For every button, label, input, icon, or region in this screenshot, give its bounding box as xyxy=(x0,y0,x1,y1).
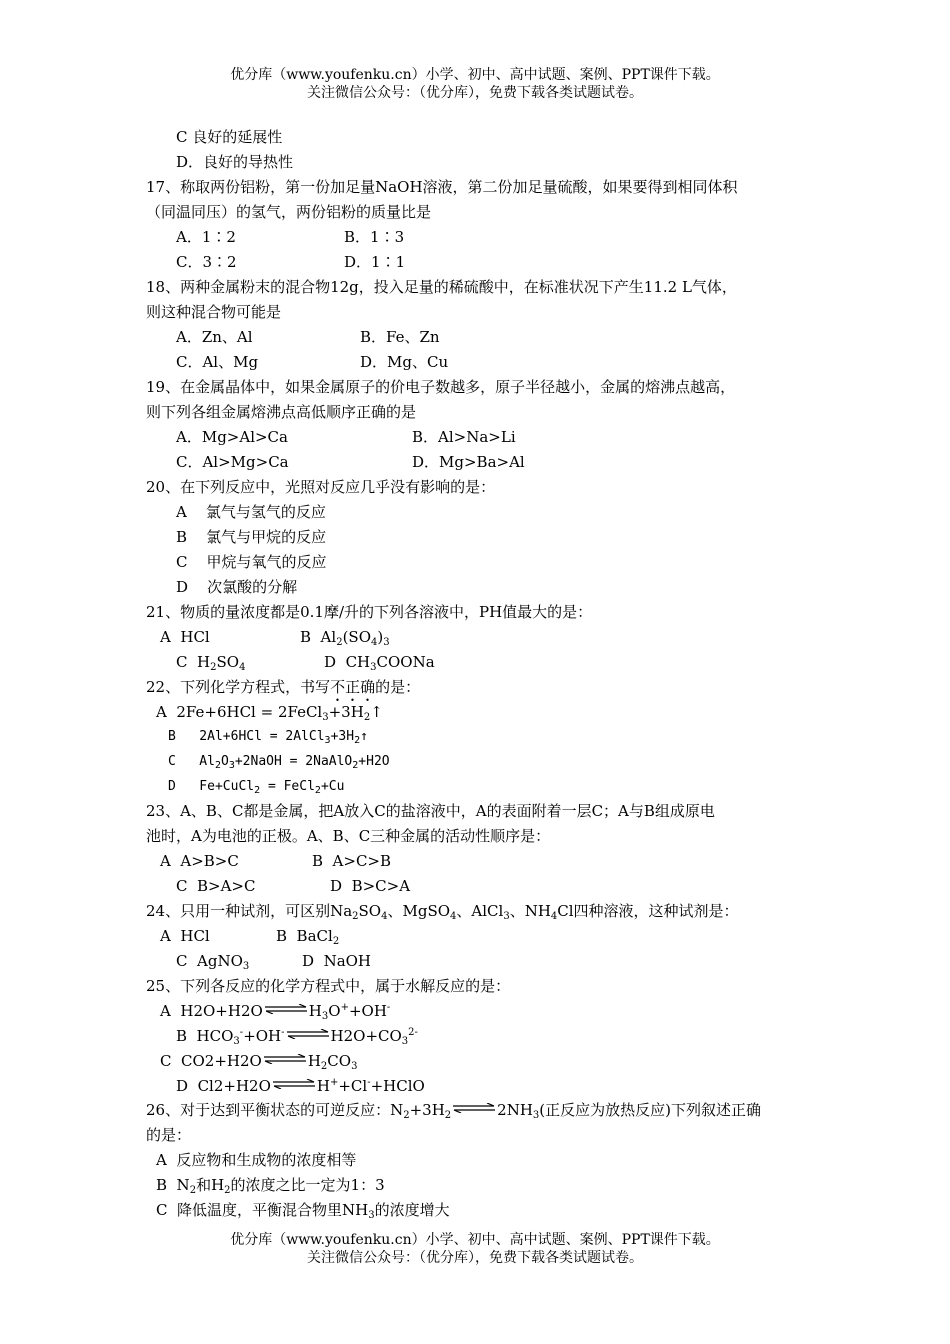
q18-option-b: B．Fe、Zn xyxy=(360,328,440,346)
page-footer-line1: 优分库（www.youfenku.cn）小学、初中、高中试题、案例、PPT课件下载。 xyxy=(230,1232,720,1248)
q20-stem: 20、在下列反应中，光照对反应几乎没有影响的是： xyxy=(146,478,496,496)
q17-option-b: B．1∶3 xyxy=(344,228,405,246)
q18-option-d: D．Mg、Cu xyxy=(360,353,449,371)
q18-stem-line1: 18、两种金属粉末的混合物12g，投入足量的稀硫酸中，在标准状况下产生11.2 L气体， xyxy=(146,278,737,296)
q25-stem: 25、下列各反应的化学方程式中，属于水解反应的是： xyxy=(146,977,511,995)
q26-option-a: A 反应物和生成物的浓度相等 xyxy=(156,1151,357,1169)
q21-option-d: D $CH_3COONa$ xyxy=(324,653,435,673)
up-arrow-icon: ↑ xyxy=(360,729,368,744)
q24-stem: 24、只用一种试剂，可区别$Na_2SO_4$、MgSO$_4$、AlCl$_3$、$NH_4Cl$四种溶液，这种试剂是： xyxy=(146,902,739,922)
q18-option-a: A．Zn、Al xyxy=(176,328,253,346)
q23-option-c: C B>A>C xyxy=(176,877,256,895)
q24-option-d: D NaOH xyxy=(302,952,372,970)
q22-option-b: B $2Al+6HCl = 2AlCl_3+3H_2↑$ xyxy=(168,729,368,746)
q17-option-d: D．1∶1 xyxy=(344,253,406,271)
q18-stem-line2: 则这种混合物可能是 xyxy=(146,303,282,321)
equilibrium-arrow-icon xyxy=(271,1079,317,1089)
q23-stem-line2: 池时，A为电池的正极。A、B、C三种金属的活动性顺序是： xyxy=(146,827,551,845)
q21-option-b: B $Al_2(SO_4)_3$ xyxy=(300,628,390,648)
equilibrium-arrow-icon xyxy=(262,1054,308,1064)
q23-option-d: D B>C>A xyxy=(330,877,411,895)
q20-option-d: D 次氯酸的分解 xyxy=(176,578,298,596)
page-footer-line2: 关注微信公众号：（优分库），免费下载各类试题试卷。 xyxy=(307,1250,643,1266)
q24-option-a: A HCl xyxy=(160,927,210,945)
q24-option-c: C AgNO$_3$ xyxy=(176,952,250,972)
q26-option-c: C 降低温度，平衡混合物里$NH_3$的浓度增大 xyxy=(156,1201,450,1221)
q23-stem-line1: 23、A、B、C都是金属，把A放入C的盐溶液中，A的表面附着一层C；A与B组成原电 xyxy=(146,802,715,820)
q22-option-c: C $Al_2O_3+2NaOH$ = 2NaAlO$_2$+H2O xyxy=(168,754,390,771)
q16-option-d: D．良好的导热性 xyxy=(176,153,294,171)
q24-option-b: B BaCl$_2$ xyxy=(276,927,340,947)
q16-option-c: C 良好的延展性 xyxy=(176,128,283,146)
q23-option-b: B A>C>B xyxy=(312,852,392,870)
q22-stem: 22、下列化学方程式，书写不正确的是： xyxy=(146,678,421,696)
q19-option-b: B．Al>Na>Li xyxy=(412,428,516,446)
q23-option-a: A A>B>C xyxy=(160,852,239,870)
q19-stem-line2: 则下列各组金属熔沸点高低顺序正确的是 xyxy=(146,403,417,421)
equilibrium-arrow-icon xyxy=(285,1029,331,1039)
q20-option-b: B 氯气与甲烷的反应 xyxy=(176,528,327,546)
equilibrium-arrow-icon xyxy=(451,1103,497,1113)
q19-stem-line1: 19、在金属晶体中，如果金属原子的价电子数越多，原子半径越小，金属的熔沸点越高， xyxy=(146,378,736,396)
q26-stem-line2: 的是： xyxy=(146,1126,192,1144)
q20-option-c: C 甲烷与氧气的反应 xyxy=(176,553,327,571)
q22-option-d: D Fe+CuCl$_2$ = FeCl$_2$+Cu xyxy=(168,779,345,796)
q18-option-c: C．Al、Mg xyxy=(176,353,259,371)
page-header-line1: 优分库（www.youfenku.cn）小学、初中、高中试题、案例、PPT课件下载。 xyxy=(230,67,720,83)
q26-stem-line1: 26、对于达到平衡状态的可逆反应：$N_2+3H_2$ $2NH_3$(正反应为放热反应)下列叙述正确 xyxy=(146,1101,762,1121)
q22-option-a: A $2Fe+6HCl = 2FeCl_3+3H_2↑$ xyxy=(156,703,383,723)
q25-option-c: C CO2+H2O $H_2CO_3$ xyxy=(160,1052,358,1072)
q25-option-b: B $HCO_3^-+OH^-$ $H2O+CO_3^{2-}$ xyxy=(176,1027,418,1047)
q19-option-c: C．Al>Mg>Ca xyxy=(176,453,289,471)
q25-option-a: A H2O+H2O $H_3O^++OH^-$ xyxy=(160,1002,391,1022)
page-header-line2: 关注微信公众号：（优分库），免费下载各类试题试卷。 xyxy=(307,85,643,101)
q26-option-b: B $N_2$和$H_2$的浓度之比一定为1：3 xyxy=(156,1176,385,1196)
up-arrow-icon: ↑ xyxy=(370,703,383,721)
q21-stem: 21、物质的量浓度都是0.1摩/升的下列各溶液中，PH值最大的是： xyxy=(146,603,593,621)
q21-option-a: A HCl xyxy=(160,628,210,646)
q17-option-c: C．3∶2 xyxy=(176,253,237,271)
q20-option-a: A 氯气与氢气的反应 xyxy=(176,503,326,521)
q17-option-a: A．1∶2 xyxy=(176,228,236,246)
q17-stem-line1: 17、称取两份铝粉，第一份加足量NaOH溶液，第二份加足量硫酸，如果要得到相同体积 xyxy=(146,178,738,196)
q19-option-a: A．Mg>Al>Ca xyxy=(176,428,288,446)
q25-option-d: D Cl2+H2O H++Cl-+HClO xyxy=(176,1077,425,1095)
q17-stem-line2: （同温同压）的氢气，两份铝粉的质量比是 xyxy=(146,203,432,221)
q21-option-c: C $H_2SO_4$ xyxy=(176,653,246,673)
q19-option-d: D．Mg>Ba>Al xyxy=(412,453,525,471)
equilibrium-arrow-icon xyxy=(263,1004,309,1014)
